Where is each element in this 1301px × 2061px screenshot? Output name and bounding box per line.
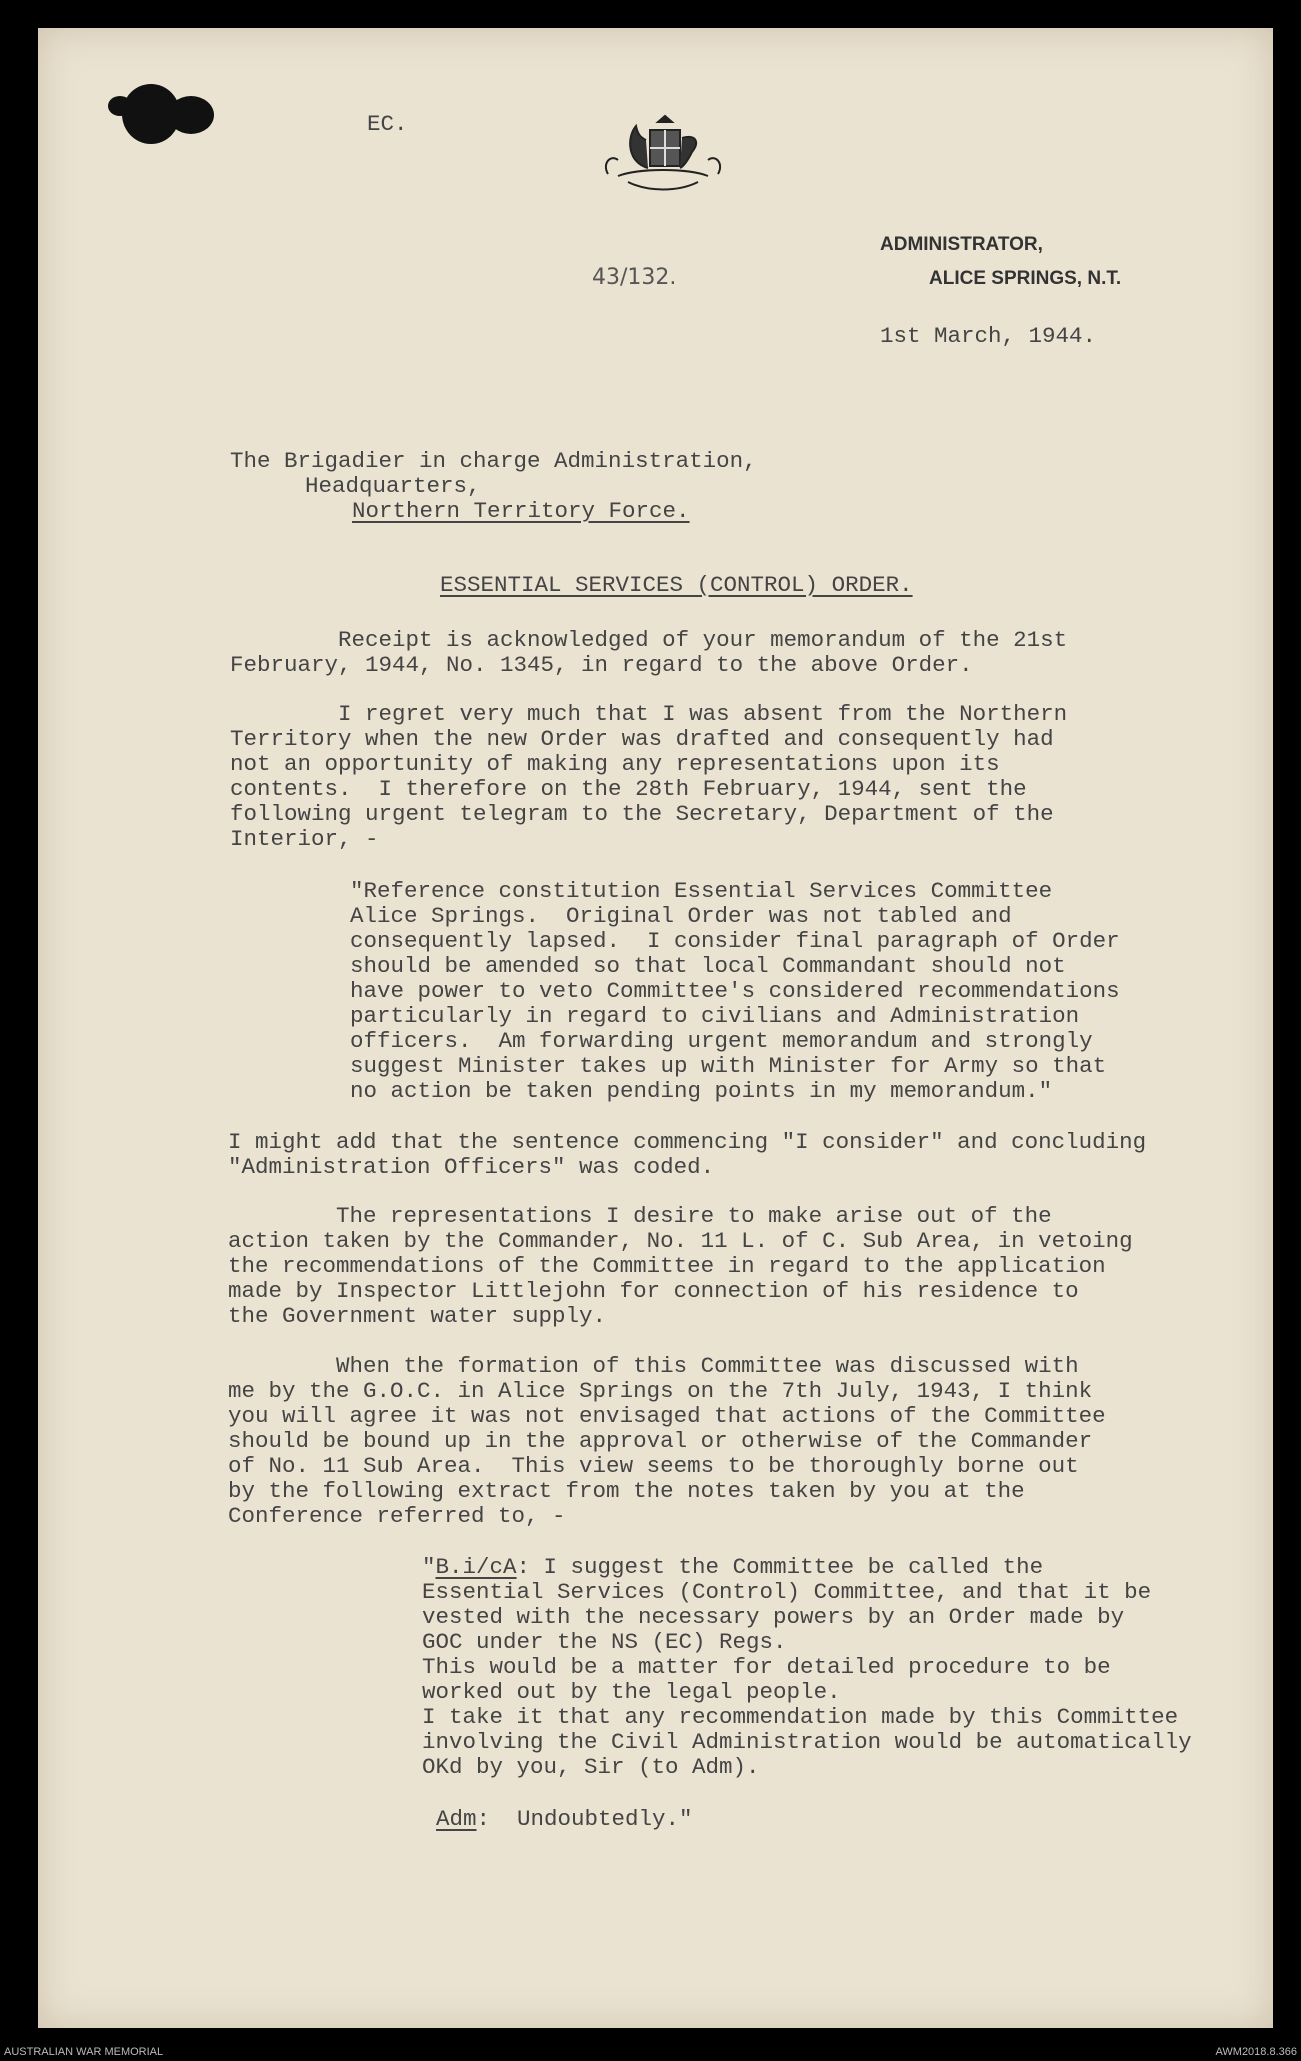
reply-speaker: Adm — [436, 1806, 477, 1832]
addressee-line: Headquarters, — [305, 473, 481, 499]
reply-text: : Undoubtedly." — [476, 1806, 693, 1832]
paragraph-formation: When the formation of this Committee was discussed with me by the G.O.C. in Alice Springs on the 7th July, 1943, I think you will agree it was not envisaged that actions of the Committee should be bound up in the approval or otherwise of the Commander of No. 11 Sub Area. This view seems to be thoroughly borne out by the following extract from the notes taken by you at the Conference referred to, - — [228, 1353, 1106, 1529]
addressee-line: The Brigadier in charge Administration, — [230, 448, 757, 474]
sender-location: ALICE SPRINGS, N.T. — [929, 268, 1122, 289]
extract-quote-mark: " — [422, 1554, 436, 1580]
footer-left: AUSTRALIAN WAR MEMORIAL — [4, 2046, 164, 2058]
footer-right: AWM2018.8.366 — [1215, 2046, 1297, 2058]
paragraph-representations: The representations I desire to make arise out of the action taken by the Commander, No. 11 L. of C. Sub Area, in vetoing the recommendations of the Committee in regard to the application made by Inspector Littlejohn for connection of his residence to the Government water supply. — [228, 1203, 1133, 1329]
paragraph-coded: I might add that the sentence commencing "I consider" and concluding "Administration Officers" was coded. — [228, 1129, 1147, 1180]
addressee-line: Northern Territory Force. — [352, 498, 690, 524]
paragraph-regret: I regret very much that I was absent from the Northern Territory when the new Order was drafted and consequently had not an opportunity of making any representations upon its contents. I therefore on the 28th February, 1944, sent the following urgent telegram to the Secretary, Department of the Interior, - — [230, 701, 1068, 852]
reply-line — [436, 1807, 693, 1832]
extract-text: : I suggest the Committee be called the Essential Services (Control) Committee, and that it be vested with the necessary powers by an Order made by GOC under the NS (EC) Regs. This would be a matter for detailed procedure to be worked out by the legal people. I take it that any recommendation made by this Committee involving the Civil Administration would be automatically OKd by you, Sir (to Adm). — [422, 1554, 1192, 1780]
reference-number: 43/132. — [592, 265, 677, 290]
extract-body — [422, 1555, 1192, 1780]
extract-speaker: B.i/cA — [435, 1554, 517, 1580]
letter-date: 1st March, 1944. — [880, 323, 1097, 349]
sender-title: ADMINISTRATOR, — [880, 234, 1043, 255]
coat-of-arms-icon — [588, 108, 738, 204]
ink-stain — [168, 96, 214, 134]
paragraph-receipt: Receipt is acknowledged of your memorandum of the 21st February, 1944, No. 1345, in regard to the above Order. — [230, 627, 1068, 678]
ec-mark: EC. — [367, 111, 408, 137]
telegram-quote: "Reference constitution Essential Services Committee Alice Springs. Original Order was not tabled and consequently lapsed. I consider final paragraph of Order should be amended so that local Commandant should not have power to veto Committee's considered recommendations particularly in regard to civilians and Administration officers. Am forwarding urgent memorandum and strongly suggest Minister takes up with Minister for Army so that no action be taken pending points in my memorandum." — [350, 878, 1120, 1104]
subject-heading: ESSENTIAL SERVICES (CONTROL) ORDER. — [440, 572, 913, 598]
extract-quote — [422, 1555, 1192, 1780]
ink-stain — [108, 96, 132, 116]
